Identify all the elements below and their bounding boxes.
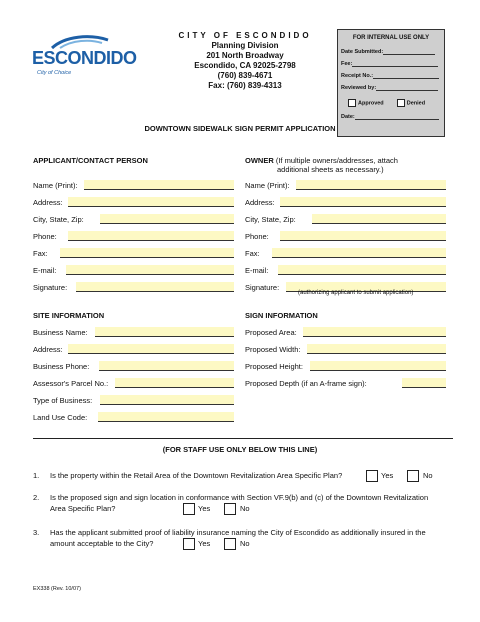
question-text-line2: Area Specific Plan?	[50, 504, 116, 513]
approved-label: Approved	[358, 100, 384, 107]
receipt-line: Receipt No.:	[341, 73, 439, 79]
fee-line: Fee:	[341, 61, 438, 67]
input-field[interactable]	[278, 265, 446, 275]
question-2	[33, 492, 463, 516]
q2-no-label: No	[240, 504, 250, 513]
sign-heading: SIGN INFORMATION	[245, 311, 318, 320]
q3-no-label: No	[240, 539, 250, 548]
input-field[interactable]	[296, 180, 446, 190]
input-field[interactable]	[68, 197, 234, 207]
question-3	[33, 527, 463, 551]
input-field[interactable]	[100, 395, 234, 405]
q1-yes-checkbox[interactable]	[366, 470, 378, 482]
question-text: Is the property within the Retail Area of the Downtown Revitalization Area Specific Plan?	[50, 471, 343, 480]
field-label: E-mail:	[245, 266, 269, 275]
field-label: Signature:	[245, 283, 280, 292]
date-submitted-line: Date Submitted:	[341, 49, 435, 55]
question-text-line1: Has the applicant submitted proof of liability insurance naming the City of Escondido as additionally insured in the	[50, 528, 426, 537]
form-number: EX338 (Rev. 10/07)	[33, 586, 81, 592]
applicant-heading: APPLICANT/CONTACT PERSON	[33, 156, 148, 165]
input-field[interactable]	[99, 361, 234, 371]
street: 201 North Broadway	[206, 51, 284, 60]
input-field[interactable]	[84, 180, 234, 190]
field-label: Address:	[33, 345, 63, 354]
field-label: Address:	[245, 198, 275, 207]
field-label: Type of Business:	[33, 396, 93, 405]
question-number: 3.	[33, 528, 40, 537]
input-field[interactable]	[100, 214, 234, 224]
city-name: CITY OF ESCONDIDO	[178, 31, 312, 40]
denied-label: Denied	[406, 100, 426, 107]
q3-no-checkbox[interactable]	[224, 538, 236, 550]
field-label: Fax:	[245, 249, 260, 258]
field-label: Proposed Height:	[245, 362, 303, 371]
header-address	[160, 31, 330, 91]
q2-no-checkbox[interactable]	[224, 503, 236, 515]
field-label: Proposed Area:	[245, 328, 297, 337]
question-number: 1.	[33, 471, 40, 480]
q2-yes-label: Yes	[198, 504, 211, 513]
internal-box-title: FOR INTERNAL USE ONLY	[352, 35, 430, 41]
field-label: City, State, Zip:	[33, 215, 84, 224]
owner-note-2: additional sheets as necessary.)	[277, 165, 384, 174]
phone: (760) 839-4671	[217, 71, 273, 80]
input-field[interactable]	[280, 197, 446, 207]
owner-heading-block	[245, 156, 398, 165]
input-field[interactable]	[310, 361, 446, 371]
internal-use-box	[337, 29, 445, 137]
q3-yes-label: Yes	[198, 539, 211, 548]
logo-tagline: City of Choice	[37, 70, 72, 76]
input-field[interactable]	[312, 214, 446, 224]
input-field[interactable]	[76, 282, 234, 292]
field-label: Address:	[33, 198, 63, 207]
field-label: Proposed Width:	[245, 345, 301, 354]
input-field[interactable]	[272, 248, 446, 258]
input-field[interactable]	[402, 378, 446, 388]
input-field[interactable]	[303, 327, 446, 337]
field-label: Assessor's Parcel No.:	[33, 379, 109, 388]
q1-no-checkbox[interactable]	[407, 470, 419, 482]
reviewed-line: Reviewed by:	[341, 85, 438, 91]
form-title: DOWNTOWN SIDEWALK SIGN PERMIT APPLICATION	[144, 124, 336, 133]
field-label: Land Use Code:	[33, 413, 88, 422]
question-1	[33, 470, 463, 481]
fax: Fax: (760) 839-4313	[208, 81, 282, 90]
input-field[interactable]	[115, 378, 234, 388]
date-line: Date:	[341, 114, 439, 120]
field-label: Business Name:	[33, 328, 88, 337]
input-field[interactable]	[66, 265, 234, 275]
field-label: City, State, Zip:	[245, 215, 296, 224]
signature-note: (authorizing applicant to submit application)	[298, 290, 414, 296]
question-text-line1: Is the proposed sign and sign location in conformance with Section VF.9(b) and (c) of the Downtown Revitalization	[50, 493, 429, 502]
approval-options	[348, 99, 425, 107]
input-field[interactable]	[280, 231, 446, 241]
question-number: 2.	[33, 493, 40, 502]
input-field[interactable]	[98, 412, 234, 422]
field-label: Proposed Depth (if an A-frame sign):	[245, 379, 367, 388]
owner-note-1: (If multiple owners/addresses, attach	[275, 156, 398, 165]
approved-checkbox[interactable]	[348, 99, 356, 107]
field-label: Name (Print):	[33, 181, 78, 190]
q1-no-label: No	[423, 471, 433, 480]
field-label: Signature:	[33, 283, 68, 292]
city-line: Escondido, CA 92025-2798	[194, 61, 296, 70]
logo-wordmark: ESCONDIDO	[32, 48, 137, 68]
input-field[interactable]	[68, 344, 234, 354]
field-label: Name (Print):	[245, 181, 290, 190]
input-field[interactable]	[95, 327, 234, 337]
q1-yes-label: Yes	[381, 471, 394, 480]
question-text-line2: amount acceptable to the City?	[50, 539, 154, 548]
field-label: E-mail:	[33, 266, 57, 275]
field-label: Phone:	[245, 232, 269, 241]
field-label: Phone:	[33, 232, 57, 241]
staff-heading: (FOR STAFF USE ONLY BELOW THIS LINE)	[162, 445, 318, 454]
denied-checkbox[interactable]	[397, 99, 405, 107]
q3-yes-checkbox[interactable]	[183, 538, 195, 550]
input-field[interactable]	[60, 248, 234, 258]
staff-divider	[33, 438, 453, 439]
city-logo	[32, 34, 137, 80]
q2-yes-checkbox[interactable]	[183, 503, 195, 515]
field-label: Business Phone:	[33, 362, 90, 371]
site-heading: SITE INFORMATION	[33, 311, 105, 320]
owner-heading: OWNER	[245, 156, 274, 165]
input-field[interactable]	[68, 231, 234, 241]
division: Planning Division	[211, 41, 279, 50]
input-field[interactable]	[307, 344, 446, 354]
field-label: Fax:	[33, 249, 48, 258]
